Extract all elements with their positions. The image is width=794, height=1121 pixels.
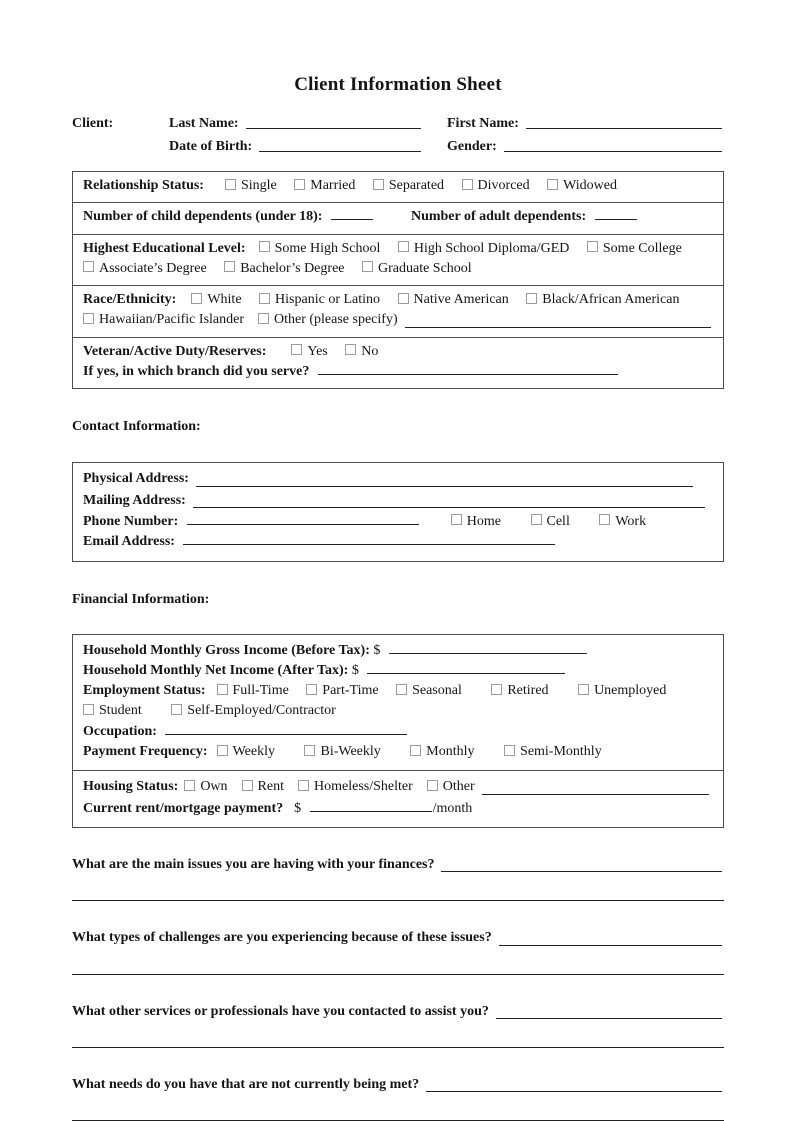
option-label: Part-Time — [322, 683, 379, 699]
checkbox-option-some-college[interactable] — [587, 241, 682, 256]
net-income-label: Household Monthly Net Income (After Tax): — [83, 662, 349, 678]
rent-payment-label: Current rent/mortgage payment? — [83, 800, 284, 816]
relationship-status-row — [73, 172, 723, 203]
email-row — [83, 532, 711, 552]
checkbox-option-monthly[interactable] — [410, 744, 474, 759]
checkbox-option-hs-diploma-ged[interactable] — [398, 241, 570, 256]
checkbox-option-widowed[interactable] — [547, 178, 617, 193]
option-label: Retired — [507, 683, 549, 699]
checkbox-option-bachelors-degree[interactable] — [224, 261, 344, 276]
option-label: Semi-Monthly — [520, 744, 602, 760]
option-label: Separated — [388, 178, 445, 193]
housing-other-blank[interactable] — [482, 793, 709, 795]
physical-address-label: Physical Address: — [83, 471, 189, 487]
gender-blank[interactable] — [504, 150, 722, 152]
checkbox-icon[interactable] — [345, 344, 356, 355]
checkbox-option-bi-weekly[interactable] — [304, 744, 380, 759]
financial-box — [72, 634, 724, 828]
checkbox-icon[interactable] — [242, 780, 253, 791]
checkbox-option-native-american[interactable] — [398, 292, 509, 307]
option-label: Bi-Weekly — [320, 744, 381, 760]
checkbox-icon[interactable] — [83, 313, 94, 324]
mailing-address-row — [83, 491, 711, 511]
checkbox-option-semi-monthly[interactable] — [504, 744, 602, 759]
answer-line[interactable] — [72, 899, 724, 901]
checkbox-icon[interactable] — [83, 704, 94, 715]
checkbox-option-housing-other[interactable] — [427, 777, 475, 797]
employment-status-row — [83, 681, 711, 701]
demographics-box — [72, 171, 724, 389]
checkbox-option-weekly[interactable] — [217, 744, 275, 759]
checkbox-icon[interactable] — [578, 684, 589, 695]
option-label: Associate’s Degree — [99, 260, 207, 276]
checkbox-icon[interactable] — [547, 179, 558, 190]
branch-label: If yes, in which branch did you serve? — [83, 364, 310, 380]
checkbox-option-retired[interactable] — [491, 683, 548, 698]
relationship-status-label: Relationship Status: — [83, 178, 204, 193]
employment-status-row-2 — [83, 701, 711, 721]
option-label: Student — [99, 703, 142, 719]
option-label: Full-Time — [232, 683, 289, 699]
race-ethnicity-label: Race/Ethnicity: — [83, 292, 177, 308]
client-block — [72, 116, 724, 155]
mailing-address-label: Mailing Address: — [83, 492, 186, 508]
checkbox-icon[interactable] — [531, 514, 542, 525]
checkbox-option-separated[interactable] — [373, 178, 444, 193]
gross-income-blank[interactable] — [389, 641, 587, 654]
checkbox-option-rent[interactable] — [242, 777, 284, 797]
gross-income-label: Household Monthly Gross Income (Before Tax): — [83, 642, 370, 658]
option-label: Homeless/Shelter — [314, 779, 413, 795]
option-label: Unemployed — [594, 683, 667, 699]
gross-income-row — [83, 641, 711, 661]
financial-heading: Financial Information: — [72, 591, 210, 607]
checkbox-icon[interactable] — [217, 684, 228, 695]
option-label: Single — [240, 178, 277, 193]
physical-address-row — [83, 469, 711, 489]
checkbox-icon[interactable] — [83, 261, 94, 272]
child-dependents-label: Number of child dependents (under 18): — [83, 209, 323, 225]
option-label: Own — [200, 779, 228, 795]
checkbox-icon[interactable] — [298, 780, 309, 791]
checkbox-icon[interactable] — [462, 179, 473, 190]
rent-payment-row — [83, 799, 711, 819]
option-label: Monthly — [426, 744, 475, 760]
checkbox-icon[interactable] — [224, 261, 235, 272]
last-name-label: Last Name: — [169, 116, 239, 131]
option-label: Yes — [307, 343, 328, 359]
checkbox-option-hispanic-latino[interactable] — [259, 292, 380, 307]
financial-main-row — [73, 635, 723, 772]
checkbox-icon[interactable] — [184, 780, 195, 791]
housing-status-row — [83, 777, 711, 797]
per-month-label: /month — [432, 800, 473, 816]
dob-blank[interactable] — [259, 150, 421, 152]
last-name-blank[interactable] — [246, 127, 421, 129]
option-label: Cell — [546, 513, 570, 529]
checkbox-icon[interactable] — [258, 313, 269, 324]
checkbox-option-homeless-shelter[interactable] — [298, 777, 413, 797]
veteran-row — [73, 338, 723, 389]
checkbox-option-student[interactable] — [83, 703, 142, 718]
occupation-row — [83, 722, 711, 742]
checkbox-option-black-african-american[interactable] — [526, 292, 679, 307]
first-name-blank[interactable] — [526, 127, 722, 129]
checkbox-icon[interactable] — [504, 745, 515, 756]
email-blank[interactable] — [183, 532, 555, 545]
checkbox-icon[interactable] — [304, 745, 315, 756]
checkbox-icon[interactable] — [191, 293, 202, 304]
option-label: Some College — [602, 240, 682, 256]
checkbox-option-married[interactable] — [294, 178, 355, 193]
dollar-sign: $ — [373, 642, 381, 658]
dollar-sign: $ — [351, 662, 359, 678]
question-block-finances — [72, 855, 724, 901]
checkbox-option-own[interactable] — [184, 777, 227, 797]
contact-heading: Contact Information: — [72, 419, 201, 435]
education-row — [73, 235, 723, 287]
option-label: Bachelor’s Degree — [240, 260, 345, 276]
checkbox-option-full-time[interactable] — [217, 683, 289, 698]
dob-label: Date of Birth: — [169, 139, 253, 154]
option-label: Married — [310, 178, 356, 193]
checkbox-icon[interactable] — [217, 745, 228, 756]
race-other-blank[interactable] — [405, 326, 711, 328]
checkbox-icon[interactable] — [587, 241, 598, 252]
payment-frequency-label: Payment Frequency: — [83, 744, 208, 760]
dependents-row — [73, 203, 723, 234]
checkbox-option-divorced[interactable] — [462, 178, 530, 193]
checkbox-option-work[interactable] — [599, 514, 646, 529]
checkbox-icon[interactable] — [427, 780, 438, 791]
checkbox-icon[interactable] — [259, 293, 270, 304]
checkbox-icon[interactable] — [398, 293, 409, 304]
option-label: Weekly — [232, 744, 275, 760]
answer-blank[interactable] — [496, 1017, 722, 1019]
option-label: Self-Employed/Contractor — [187, 703, 336, 719]
option-label: Work — [615, 513, 647, 529]
option-label: Graduate School — [378, 260, 472, 276]
gender-label: Gender: — [447, 139, 497, 154]
child-dependents-blank[interactable] — [331, 207, 373, 220]
checkbox-icon[interactable] — [294, 179, 305, 190]
occupation-blank[interactable] — [165, 722, 407, 735]
checkbox-option-white[interactable] — [191, 292, 241, 307]
option-label: Home — [466, 513, 501, 529]
checkbox-icon[interactable] — [410, 745, 421, 756]
checkbox-icon[interactable] — [491, 684, 502, 695]
phone-row — [83, 512, 711, 532]
question-block-challenges — [72, 928, 724, 974]
answer-blank[interactable] — [441, 870, 722, 872]
checkbox-option-veteran-yes[interactable] — [291, 344, 327, 359]
checkbox-icon[interactable] — [171, 704, 182, 715]
veteran-label: Veteran/Active Duty/Reserves: — [83, 343, 267, 359]
branch-blank[interactable] — [318, 362, 618, 375]
checkbox-icon[interactable] — [373, 179, 384, 190]
question-block-services — [72, 1002, 724, 1048]
phone-label: Phone Number: — [83, 513, 179, 529]
checkbox-icon[interactable] — [291, 344, 302, 355]
question-label: What are the main issues you are having with your finances? — [72, 856, 435, 872]
page-title: Client Information Sheet — [294, 74, 502, 95]
checkbox-option-associates-degree[interactable] — [83, 261, 207, 276]
email-label: Email Address: — [83, 534, 175, 550]
employment-status-label: Employment Status: — [83, 683, 206, 699]
question-label: What needs do you have that are not currently being met? — [72, 1076, 420, 1092]
option-label: No — [361, 343, 379, 359]
adult-dependents-blank[interactable] — [595, 207, 637, 220]
rent-payment-blank[interactable] — [310, 799, 432, 812]
race-ethnicity-row — [73, 286, 723, 338]
phone-blank[interactable] — [187, 512, 419, 525]
option-label: Widowed — [563, 178, 618, 193]
client-label: Client: — [72, 116, 114, 131]
checkbox-icon[interactable] — [398, 241, 409, 252]
housing-status-label: Housing Status: — [83, 779, 179, 795]
answer-line[interactable] — [72, 973, 724, 975]
checkbox-icon[interactable] — [599, 514, 610, 525]
option-label: Other (please specify) — [274, 312, 398, 328]
checkbox-option-single[interactable] — [225, 178, 277, 193]
checkbox-option-self-employed[interactable] — [171, 703, 336, 718]
option-label: High School Diploma/GED — [413, 240, 570, 256]
occupation-label: Occupation: — [83, 723, 157, 739]
option-label: Native American — [413, 292, 509, 308]
dollar-sign: $ — [294, 800, 302, 816]
option-label: Other — [442, 779, 475, 795]
checkbox-icon[interactable] — [362, 261, 373, 272]
checkbox-option-home[interactable] — [451, 514, 501, 529]
client-name-row — [72, 116, 724, 132]
checkbox-option-hawaiian-pacific-islander[interactable] — [83, 310, 244, 330]
question-label: What other services or professionals have you contacted to assist you? — [72, 1003, 489, 1019]
net-income-blank[interactable] — [367, 661, 565, 674]
contact-box — [72, 462, 724, 561]
checkbox-option-unemployed[interactable] — [578, 683, 666, 698]
checkbox-option-cell[interactable] — [531, 514, 570, 529]
physical-address-blank[interactable] — [196, 485, 693, 487]
answer-line[interactable] — [72, 1046, 724, 1048]
checkbox-option-some-high-school[interactable] — [259, 241, 381, 256]
option-label: Hispanic or Latino — [275, 292, 381, 308]
option-label: Rent — [257, 779, 284, 795]
question-label: What types of challenges are you experiencing because of these issues? — [72, 930, 492, 946]
checkbox-option-part-time[interactable] — [306, 683, 378, 698]
answer-blank[interactable] — [499, 944, 722, 946]
option-label: Divorced — [477, 178, 530, 193]
checkbox-icon[interactable] — [451, 514, 462, 525]
net-income-row — [83, 661, 711, 681]
checkbox-icon[interactable] — [306, 684, 317, 695]
checkbox-icon[interactable] — [526, 293, 537, 304]
option-label: White — [207, 292, 242, 308]
checkbox-option-seasonal[interactable] — [396, 683, 462, 698]
mailing-address-blank[interactable] — [193, 506, 705, 508]
payment-frequency-row — [83, 742, 711, 762]
adult-dependents-label: Number of adult dependents: — [410, 209, 587, 225]
checkbox-icon[interactable] — [259, 241, 270, 252]
option-label: Seasonal — [412, 683, 462, 699]
checkbox-option-graduate-school[interactable] — [362, 261, 472, 276]
option-label: Some High School — [274, 240, 381, 256]
education-label: Highest Educational Level: — [83, 240, 246, 256]
question-block-needs — [72, 1075, 724, 1121]
checkbox-option-veteran-no[interactable] — [345, 344, 378, 359]
housing-row — [73, 771, 723, 827]
answer-blank[interactable] — [426, 1090, 722, 1092]
first-name-label: First Name: — [447, 116, 519, 131]
option-label: Hawaiian/Pacific Islander — [99, 312, 244, 328]
option-label: Black/African American — [542, 292, 680, 308]
checkbox-icon[interactable] — [396, 684, 407, 695]
client-dob-row — [72, 139, 724, 155]
checkbox-option-race-other[interactable] — [258, 310, 398, 330]
contact-fields — [73, 463, 723, 560]
checkbox-icon[interactable] — [225, 179, 236, 190]
